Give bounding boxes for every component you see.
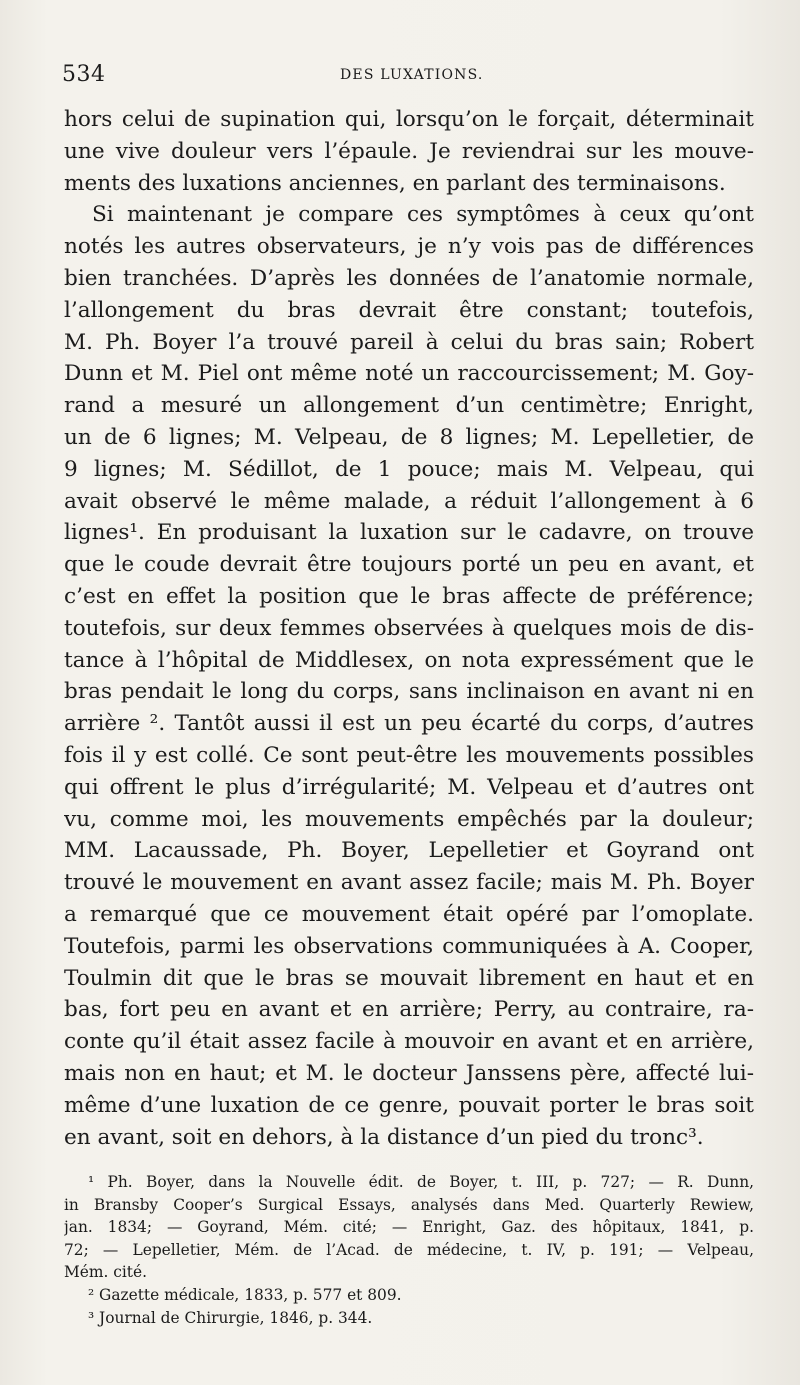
body-line: Toulmin dit que le bras se mouvait librement en haut et en	[64, 965, 754, 991]
body-line: même d’une luxation de ce genre, pouvait porter le bras soit	[64, 1092, 754, 1118]
body-line: Si maintenant je compare ces symptômes à ceux qu’ont	[92, 202, 754, 228]
body-line: a remarqué que ce mouvement était opéré par l’omoplate.	[64, 901, 754, 927]
body-line: lignes¹. En produisant la luxation sur le cadavre, on trouve	[64, 520, 754, 546]
body-line: en avant, soit en dehors, à la distance d’un pied du tronc³.	[64, 1124, 704, 1150]
footnote-line: ² Gazette médicale, 1833, p. 577 et 809.	[88, 1285, 402, 1304]
body-line: avait observé le même malade, a réduit l’allongement à 6	[64, 488, 754, 514]
body-line: un de 6 lignes; M. Velpeau, de 8 lignes; M. Lepelletier, de	[64, 424, 754, 450]
body-line: M. Ph. Boyer l’a trouvé pareil à celui du bras sain; Robert	[64, 329, 754, 355]
body-line: toutefois, sur deux femmes observées à quelques mois de dis-	[64, 615, 754, 641]
page-header	[62, 62, 752, 92]
body-line: conte qu’il était assez facile à mouvoir en avant et en arrière,	[64, 1029, 754, 1055]
body-line: hors celui de supination qui, lorsqu’on le forçait, déterminait	[64, 107, 754, 132]
body-line: MM. Lacaussade, Ph. Boyer, Lepelletier et Goyrand ont	[64, 838, 754, 864]
body-text	[64, 104, 754, 1153]
footnote-line: in Bransby Cooper’s Surgical Essays, analysés dans Med. Quarterly Rewiew,	[64, 1195, 754, 1214]
body-line: fois il y est collé. Ce sont peut-être les mouvements possibles	[64, 742, 754, 768]
body-line: bien tranchées. D’après les données de l’anatomie normale,	[64, 265, 754, 291]
page-number: 534	[62, 62, 106, 87]
footnote-line: ³ Journal de Chirurgie, 1846, p. 344.	[88, 1308, 373, 1327]
footnote-line: ¹ Ph. Boyer, dans la Nouvelle édit. de Boyer, t. III, p. 727; — R. Dunn,	[88, 1173, 754, 1191]
body-line: Toutefois, parmi les observations communiquées à A. Cooper,	[64, 933, 754, 959]
footnote-line: Mém. cité.	[64, 1263, 147, 1282]
body-line: arrière ². Tantôt aussi il est un peu écarté du corps, d’autres	[64, 711, 754, 737]
footnote-line: 72; — Lepelletier, Mém. de l’Acad. de médecine, t. IV, p. 191; — Velpeau,	[64, 1240, 754, 1259]
body-line: l’allongement du bras devrait être constant; toutefois,	[64, 297, 754, 323]
body-line: tance à l’hôpital de Middlesex, on nota expressément que le	[64, 647, 754, 673]
running-title: DES LUXATIONS.	[340, 67, 484, 83]
body-line: ments des luxations anciennes, en parlant des terminaisons.	[64, 170, 726, 196]
body-line: bas, fort peu en avant et en arrière; Perry, au contraire, ra-	[64, 997, 754, 1023]
footnotes	[64, 1171, 754, 1329]
body-line: trouvé le mouvement en avant assez facile; mais M. Ph. Boyer	[64, 870, 754, 896]
body-line: c’est en effet la position que le bras affecte de préférence;	[64, 583, 754, 609]
body-line: mais non en haut; et M. le docteur Janssens père, affecté lui-	[64, 1060, 754, 1086]
body-line: Dunn et M. Piel ont même noté un raccourcissement; M. Goy-	[64, 361, 754, 387]
body-line: notés les autres observateurs, je n’y vois pas de différences	[64, 234, 754, 260]
body-line: vu, comme moi, les mouvements empêchés par la douleur;	[64, 806, 754, 832]
body-line: que le coude devrait être toujours porté un peu en avant, et	[64, 552, 754, 578]
body-line: bras pendait le long du corps, sans inclinaison en avant ni en	[64, 679, 754, 705]
body-line: rand a mesuré un allongement d’un centimètre; Enright,	[64, 393, 754, 419]
body-line: 9 lignes; M. Sédillot, de 1 pouce; mais M. Velpeau, qui	[64, 456, 754, 482]
body-line: qui offrent le plus d’irrégularité; M. Velpeau et d’autres ont	[64, 774, 754, 800]
body-line: une vive douleur vers l’épaule. Je reviendrai sur les mouve-	[64, 138, 754, 164]
footnote-line: jan. 1834; — Goyrand, Mém. cité; — Enright, Gaz. des hôpitaux, 1841, p.	[64, 1218, 754, 1237]
